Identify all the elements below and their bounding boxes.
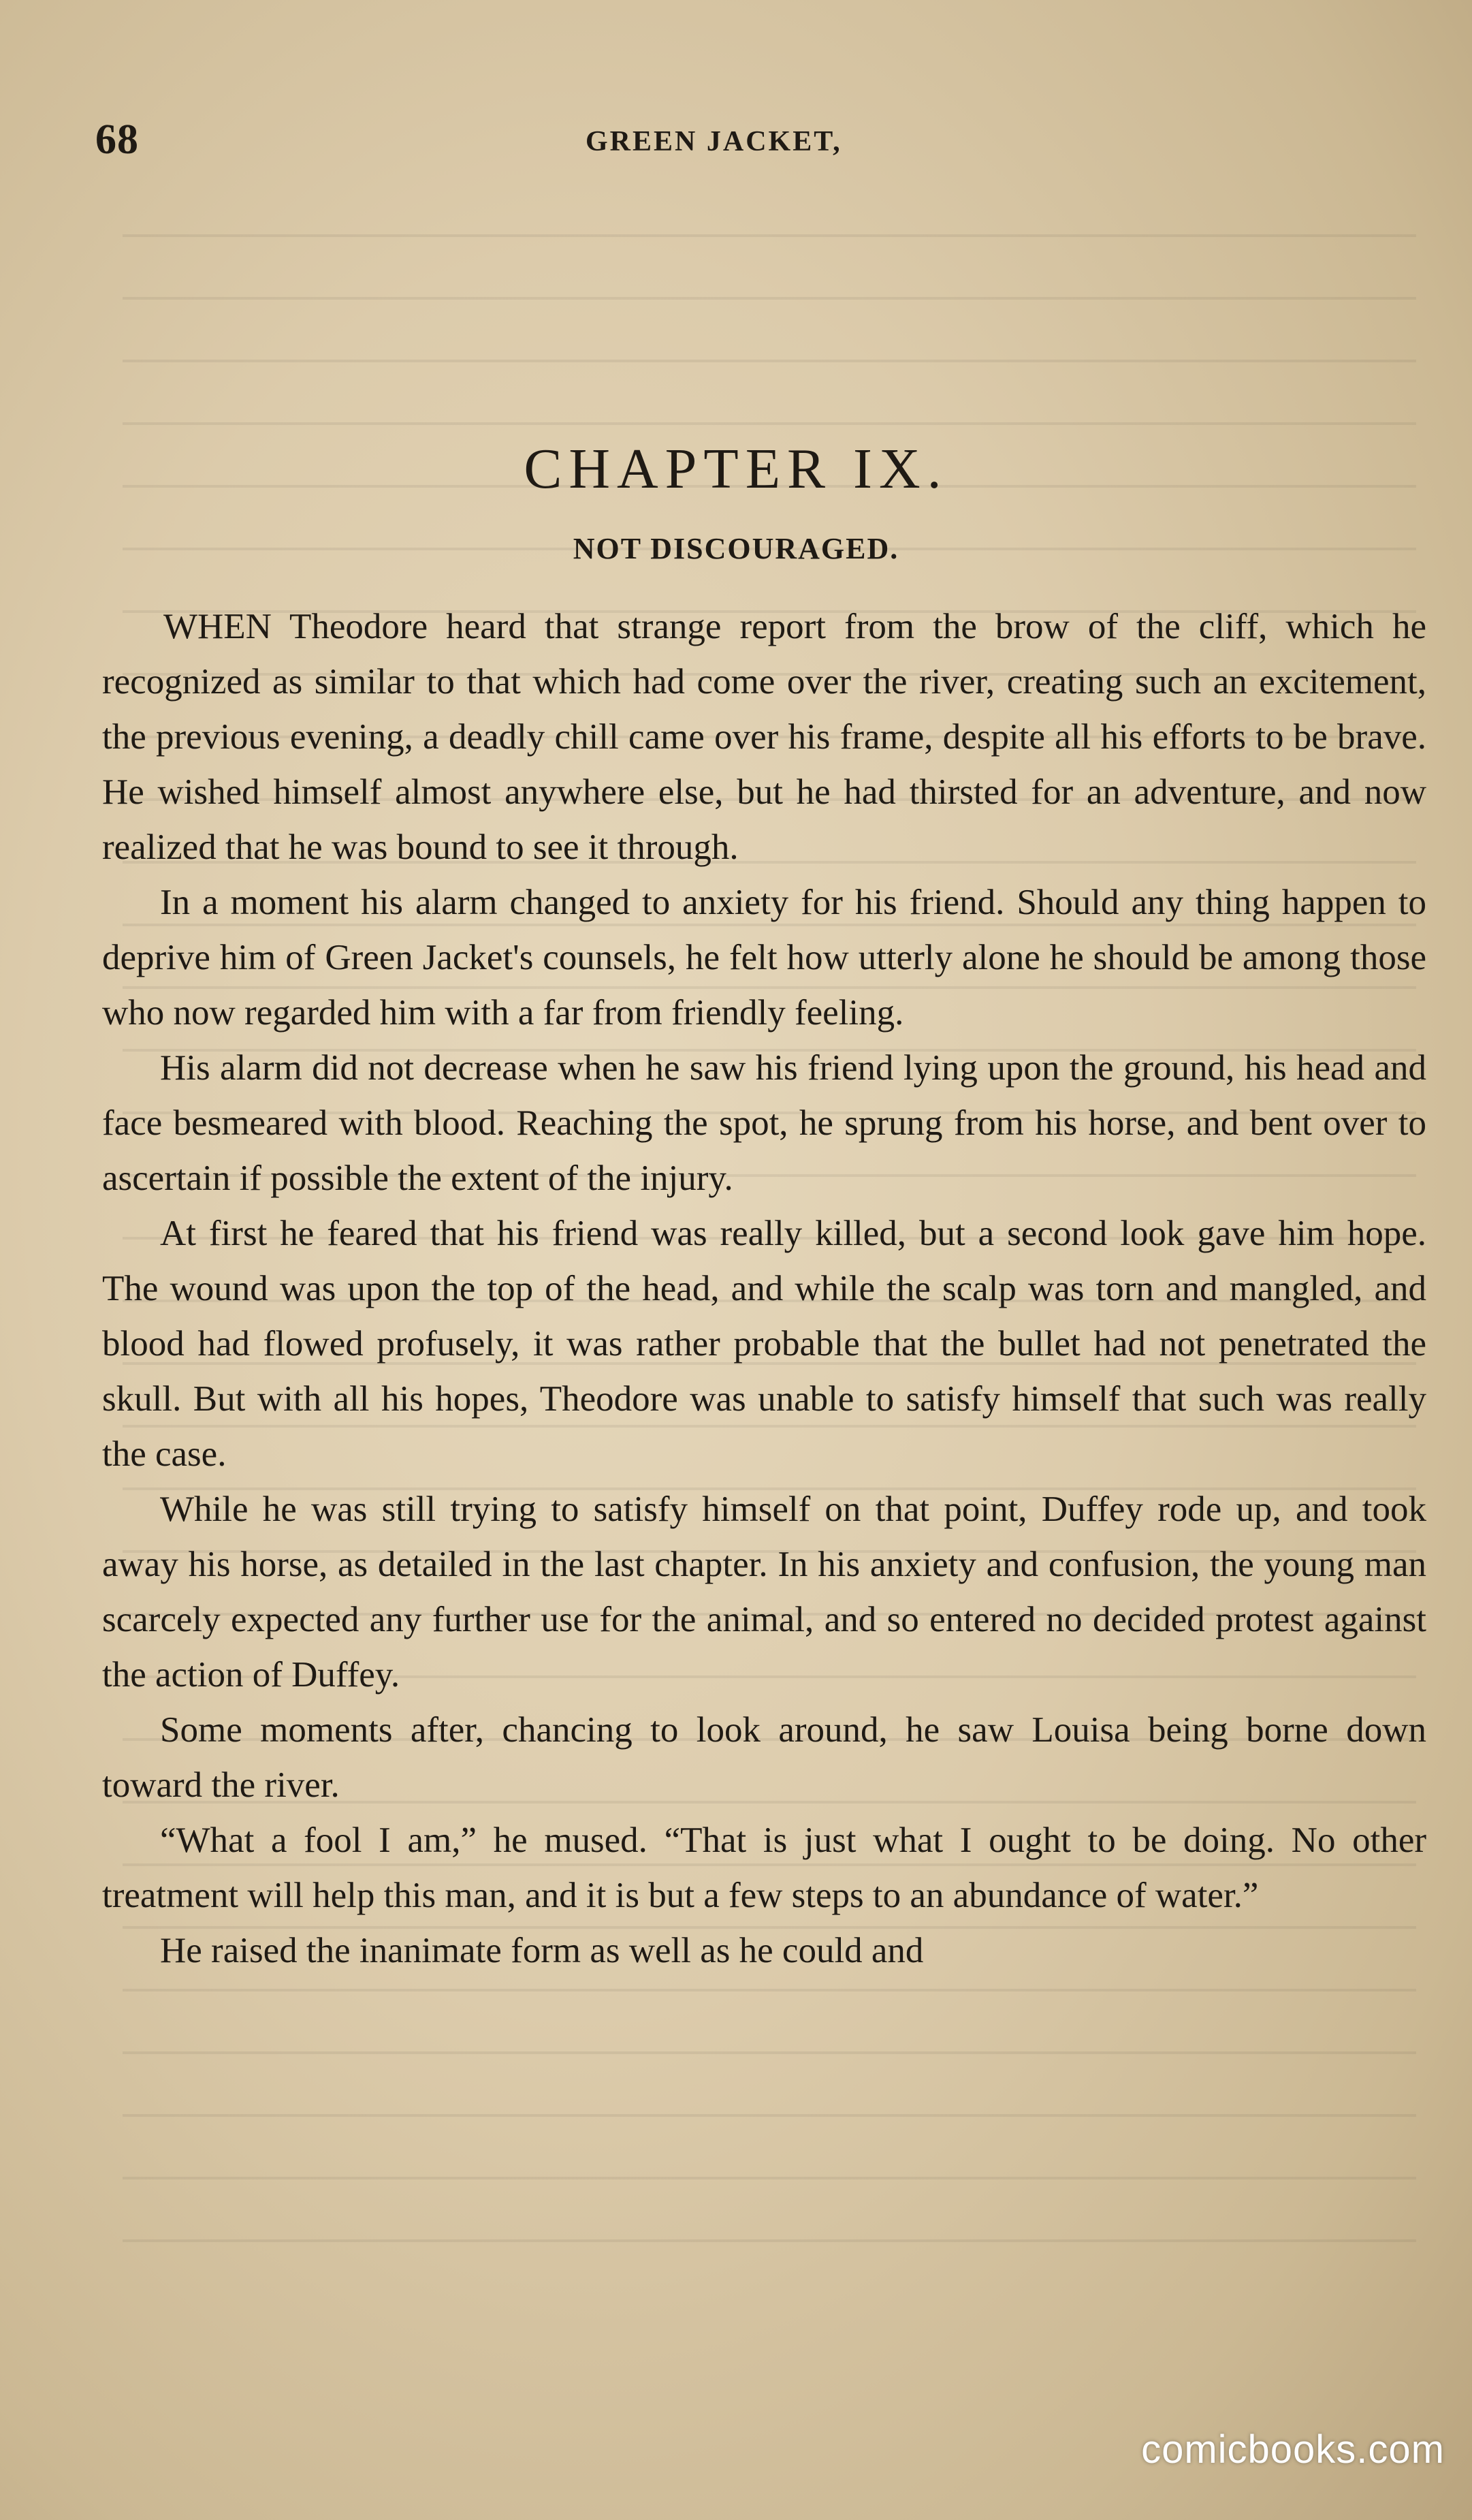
page-number: 68 xyxy=(95,116,139,163)
running-head: GREEN JACKET, xyxy=(586,126,842,157)
paragraph: In a moment his alarm changed to anxiety for his friend. Should any thing happen to deprive him of Green Jacket's counsels, he felt how utterly alone he should be among those who now regarded him with a far from friendly feeling. xyxy=(102,883,1426,1033)
body-text xyxy=(102,599,1426,1979)
paragraph: His alarm did not decrease when he saw his friend lying upon the ground, his head and face besmeared with blood. Reaching the spot, he sprung from his horse, and bent over to ascertain if possible the extent of the injury. xyxy=(102,1048,1426,1198)
paragraph: “What a fool I am,” he mused. “That is just what I ought to be doing. No other treatment will help this man, and it is but a few steps to an abundance of water.” xyxy=(102,1821,1426,1915)
paragraph: Some moments after, chancing to look around, he saw Louisa being borne down toward the river. xyxy=(102,1710,1426,1805)
paragraph: While he was still trying to satisfy himself on that point, Duffey rode up, and took away his horse, as detailed in the last chapter. In his anxiety and confusion, the young man scarcely expected any further use for the animal, and so entered no decided protest against the action of Duffey. xyxy=(102,1490,1426,1695)
watermark: comicbooks.com xyxy=(1141,2427,1445,2472)
chapter-title: CHAPTER IX. xyxy=(524,437,948,501)
paragraph: At first he feared that his friend was really killed, but a second look gave him hope. The wound was upon the top of the head, and while the scalp was torn and mangled, and blood had flowed profusely, it was rather probable that the bullet had not penetrated the skull. But with all his hopes, Theodore was unable to satisfy himself that such was really the case. xyxy=(102,1214,1426,1474)
chapter-subtitle: NOT DISCOURAGED. xyxy=(573,532,899,565)
paragraph: WHEN Theodore heard that strange report from the brow of the cliff, which he recognized as similar to that which had come over the river, creating such an excitement, the previous evening, a deadly chill came over his frame, despite all his efforts to be brave. He wished himself almost anywhere else, but he had thirsted for an adventure, and now realized that he was bound to see it through. xyxy=(102,607,1426,867)
page-header xyxy=(95,116,1375,163)
paragraph: He raised the inanimate form as well as he could and xyxy=(160,1931,924,1970)
